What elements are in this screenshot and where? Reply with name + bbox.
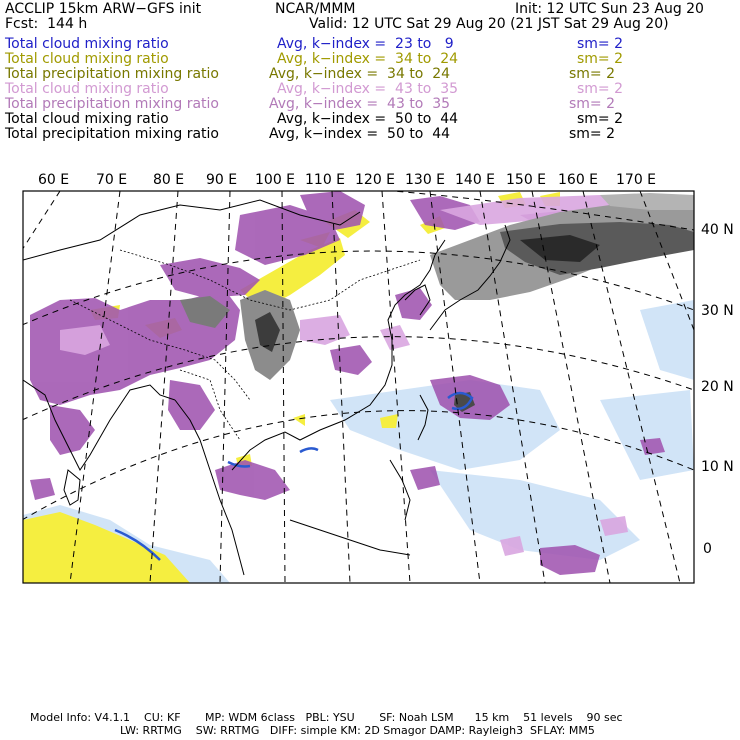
legend-field-2: Total cloud mixing ratio (5, 51, 169, 67)
lat-label-30n: 30 N (701, 303, 734, 319)
lon-label-90e: 90 E (206, 172, 238, 188)
lon-label-120e: 120 E (355, 172, 396, 188)
legend-avg-6: Avg, k−index = 50 to 44 (277, 111, 459, 127)
legend-avg-5: Avg, k−index = 43 to 35 (269, 96, 451, 112)
legend-avg-1: Avg, k−index = 23 to 9 (277, 36, 454, 52)
legend-field-6: Total cloud mixing ratio (5, 111, 169, 127)
lon-label-160e: 160 E (558, 172, 599, 188)
legend-field-7: Total precipitation mixing ratio (5, 126, 219, 142)
legend-sm-4: sm= 2 (577, 81, 624, 97)
lat-label-0: 0 (703, 541, 712, 557)
lon-label-70e: 70 E (96, 172, 128, 188)
legend-sm-3: sm= 2 (569, 66, 616, 82)
legend-avg-4: Avg, k−index = 43 to 35 (277, 81, 459, 97)
legend-sm-6: sm= 2 (577, 111, 624, 127)
lon-label-100e: 100 E (255, 172, 296, 188)
legend-sm-1: sm= 2 (577, 36, 624, 52)
model-info-line-2: LW: RRTMG SW: RRTMG DIFF: simple KM: 2D Smagor DAMP: Rayleigh3 SFLAY: MM5 (120, 724, 595, 737)
legend-field-1: Total cloud mixing ratio (5, 36, 169, 52)
lon-label-60e: 60 E (38, 172, 70, 188)
forecast-hour: Fcst: 144 h (5, 16, 88, 32)
lat-label-40n: 40 N (701, 222, 734, 238)
legend-field-5: Total precipitation mixing ratio (5, 96, 219, 112)
lat-label-10n: 10 N (701, 459, 734, 475)
legend-sm-7: sm= 2 (569, 126, 616, 142)
legend-sm-2: sm= 2 (577, 51, 624, 67)
lat-label-20n: 20 N (701, 379, 734, 395)
lon-label-80e: 80 E (153, 172, 185, 188)
legend-sm-5: sm= 2 (569, 96, 616, 112)
legend-field-4: Total cloud mixing ratio (5, 81, 169, 97)
legend-avg-7: Avg, k−index = 50 to 44 (269, 126, 451, 142)
lon-label-170e: 170 E (616, 172, 657, 188)
lon-label-140e: 140 E (455, 172, 496, 188)
valid-time: Valid: 12 UTC Sat 29 Aug 20 (21 JST Sat 29 Aug 20) (309, 16, 669, 32)
org-label: NCAR/MMM (275, 1, 356, 17)
legend-avg-2: Avg, k−index = 34 to 24 (277, 51, 459, 67)
lon-label-150e: 150 E (506, 172, 547, 188)
lon-label-130e: 130 E (405, 172, 446, 188)
model-info-line-1: Model Info: V4.1.1 CU: KF MP: WDM 6class PBL: YSU SF: Noah LSM 15 km 51 levels 90 sec (30, 711, 623, 724)
model-title: ACCLIP 15km ARW−GFS init (5, 1, 202, 17)
legend-avg-3: Avg, k−index = 34 to 24 (269, 66, 451, 82)
lon-label-110e: 110 E (305, 172, 346, 188)
legend-field-3: Total precipitation mixing ratio (5, 66, 219, 82)
init-time: Init: 12 UTC Sun 23 Aug 20 (515, 1, 704, 17)
